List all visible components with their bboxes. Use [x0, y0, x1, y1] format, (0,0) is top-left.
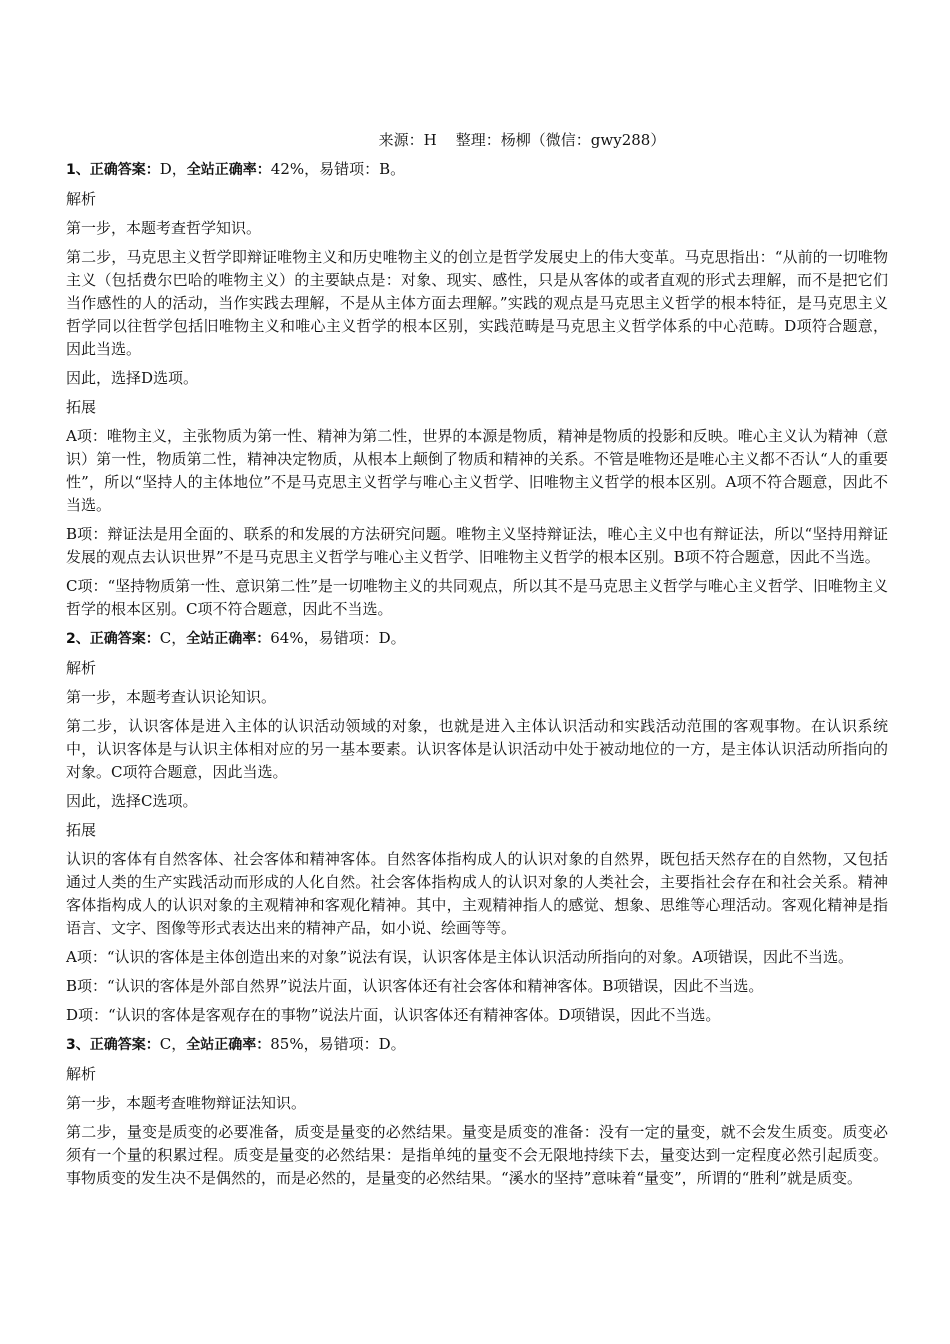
document-page: [66, 128, 888, 1196]
q3-rate-label: 全站正确率：: [186, 1037, 271, 1053]
q2-answer-value: C，: [159, 629, 187, 647]
q3-answer-line: [66, 1033, 888, 1057]
q2-stats: 64%，易错项：D。: [270, 629, 406, 647]
q1-option-b: B项：辩证法是用全面的、联系的和发展的方法研究问题。唯物主义坚持辩证法，唯心主义中也有辩证法，所以“坚持用辩证发展的观点去认识世界”不是马克思主义哲学与唯心主义哲学、旧唯物主义哲学的根本区别。B项不符合题意，因此不当选。: [66, 525, 888, 566]
source-line: 来源：H 整理：杨柳（微信：gwy288）: [378, 131, 666, 149]
q2-answer-label: 正确答案：: [89, 631, 160, 647]
q1-conclusion: 因此，选择D选项。: [66, 369, 199, 387]
q3-num: 3、: [66, 1037, 90, 1053]
q2-rate-label: 全站正确率：: [186, 631, 271, 647]
q2-tuozhan-heading: 拓展: [66, 821, 97, 839]
q2-answer-line: [66, 627, 888, 651]
q1-rate-label: 全站正确率：: [186, 162, 271, 178]
q2-option-a: A项：“认识的客体是主体创造出来的对象”说法有误，认识客体是主体认识活动所指向的对象。A项错误，因此不当选。: [66, 948, 854, 966]
q3-step2: 第二步，量变是质变的必要准备，质变是量变的必然结果。量变是质变的准备：没有一定的量变，就不会发生质变。质变必须有一个量的积累过程。质变是量变的必然结果：是指单纯的量变不会无限地持续下去，量变达到一定程度必然引起质变。事物质变的发生决不是偶然的，而是必然的，是量变的必然结果。“溪水的坚持”意味着“量变”，所谓的“胜利”就是质变。: [66, 1123, 888, 1187]
q2-step2: 第二步，认识客体是进入主体的认识活动领域的对象，也就是进入主体认识活动和实践活动范围的客观事物。在认识系统中，认识客体是与认识主体相对应的另一基本要素。认识客体是认识活动中处于被动地位的一方，是主体认识活动所指向的对象。C项符合题意，因此当选。: [66, 717, 888, 781]
q3-jiexi-heading: 解析: [66, 1065, 97, 1083]
q2-step1: 第一步，本题考查认识论知识。: [66, 688, 277, 706]
q3-answer-label: 正确答案：: [89, 1037, 160, 1053]
q2-option-d: D项：“认识的客体是客观存在的事物”说法片面，认识客体还有精神客体。D项错误，因此不当选。: [66, 1006, 721, 1024]
q1-answer-label: 正确答案：: [89, 162, 160, 178]
q2-option-b: B项：“认识的客体是外部自然界”说法片面，认识客体还有社会客体和精神客体。B项错误，因此不当选。: [66, 977, 764, 995]
q1-stats: 42%，易错项：B。: [270, 160, 406, 178]
q1-answer-line: [66, 158, 888, 182]
q3-answer-value: C，: [159, 1035, 187, 1053]
q3-stats: 85%，易错项：D。: [270, 1035, 406, 1053]
q2-jiexi-heading: 解析: [66, 659, 97, 677]
q1-answer-value: D，: [159, 160, 187, 178]
q1-step2: 第二步，马克思主义哲学即辩证唯物主义和历史唯物主义的创立是哲学发展史上的伟大变革。马克思指出：“从前的一切唯物主义（包括费尔巴哈的唯物主义）的主要缺点是：对象、现实、感性，只是从客体的或者直观的形式去理解，而不是把它们当作感性的人的活动，当作实践去理解，不是从主体方面去理解。”实践的观点是马克思主义哲学的根本特征，是马克思主义哲学同以往哲学包括旧唯物主义和唯心主义哲学的根本区别，实践范畴是马克思主义哲学体系的中心范畴。D项符合题意，因此当选。: [66, 248, 888, 358]
q2-extension: 认识的客体有自然客体、社会客体和精神客体。自然客体指构成人的认识对象的自然界，既包括天然存在的自然物，又包括通过人类的生产实践活动而形成的人化自然。社会客体指构成人的认识对象的人类社会，主要指社会存在和社会关系。精神客体指构成人的认识对象的主观精神和客观化精神。其中，主观精神指人的感觉、想象、思维等心理活动。客观化精神是指语言、文字、图像等形式表达出来的精神产品，如小说、绘画等等。: [66, 850, 888, 937]
q2-conclusion: 因此，选择C选项。: [66, 792, 198, 810]
q1-step1: 第一步，本题考查哲学知识。: [66, 219, 262, 237]
q1-tuozhan-heading: 拓展: [66, 398, 97, 416]
q3-step1: 第一步，本题考查唯物辩证法知识。: [66, 1094, 307, 1112]
q1-jiexi-heading: 解析: [66, 190, 97, 208]
q1-option-a: A项：唯物主义，主张物质为第一性、精神为第二性，世界的本源是物质，精神是物质的投影和反映。唯心主义认为精神（意识）第一性，物质第二性，精神决定物质，从根本上颠倒了物质和精神的关系。不管是唯物还是唯心主义都不否认“人的重要性”，所以“坚持人的主体地位”不是马克思主义哲学与唯心主义哲学、旧唯物主义哲学的根本区别。A项不符合题意，因此不当选。: [66, 427, 888, 514]
q1-num: 1、: [66, 162, 90, 178]
q2-num: 2、: [66, 631, 90, 647]
q1-option-c: C项：“坚持物质第一性、意识第二性”是一切唯物主义的共同观点，所以其不是马克思主义哲学与唯心主义哲学、旧唯物主义哲学的根本区别。C项不符合题意，因此不当选。: [66, 577, 888, 618]
